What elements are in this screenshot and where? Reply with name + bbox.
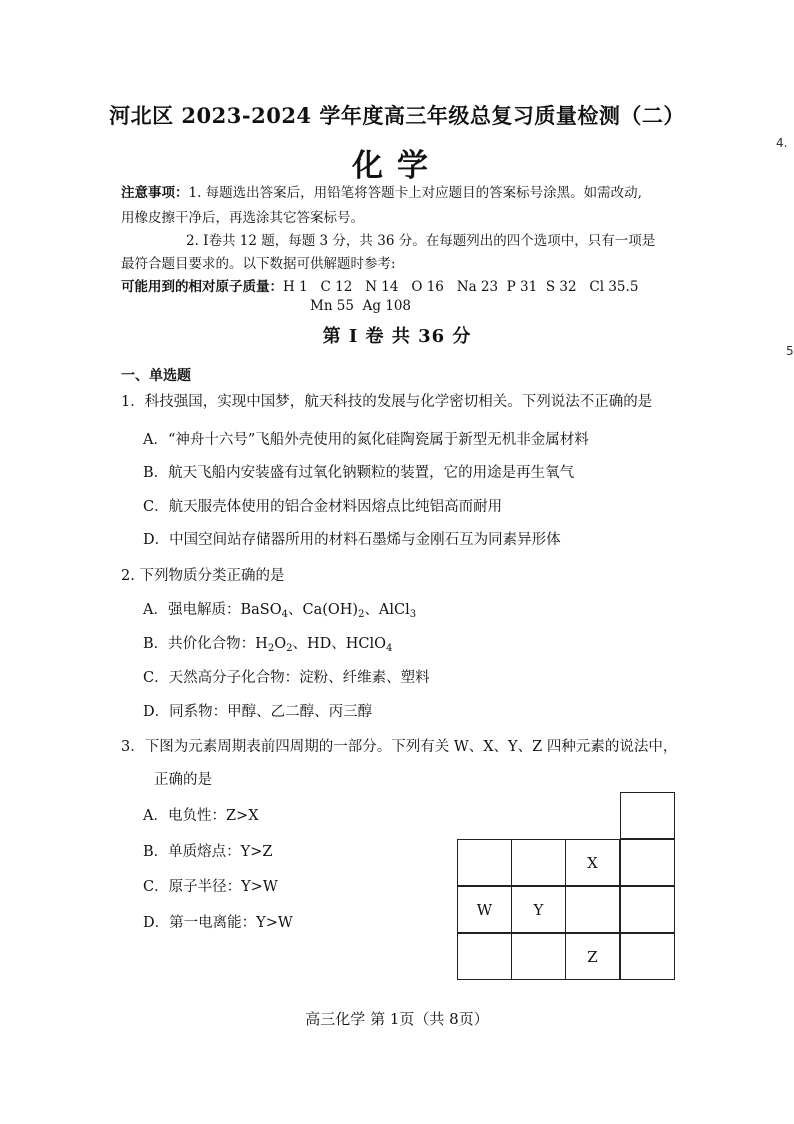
q2-b-sub-1: 2 — [267, 643, 275, 654]
margin-mark-mid: 5 — [786, 344, 794, 358]
q2-option-a — [143, 598, 416, 619]
table-cell-r1-c0 — [457, 839, 512, 886]
notes-item1-line2: 用橡皮擦干净后，再选涂其它答案标号。 — [121, 210, 364, 226]
notes-item1-line1: 1. 每题选出答案后，用铅笔将答题卡上对应题目的答案标号涂黑。如需改动, — [188, 185, 642, 201]
q1-option-a: A．“神舟十六号”飞船外壳使用的氮化硅陶瓷属于新型无机非金属材料 — [143, 432, 589, 448]
q2-a-sub-2: 2 — [358, 609, 365, 620]
q1-option-b: B．航天飞船内安装盛有过氧化钠颗粒的装置，它的用途是再生氧气 — [143, 465, 575, 481]
q2-a-text-2: 、Ca(OH) — [287, 602, 359, 618]
notes-label: 注意事项： — [121, 185, 189, 201]
atomic-masses-line-2: Mn 55 Ag 108 — [310, 298, 412, 314]
table-cell-r3-c1 — [511, 933, 566, 980]
subject-title: 化学 — [352, 148, 442, 184]
notes-item2-line1: 2. Ⅰ卷共 12 题，每题 3 分，共 36 分。在每题列出的四个选项中，只有一项是 — [186, 233, 656, 249]
q3-option-b: B．单质熔点：Y>Z — [143, 844, 273, 860]
page-footer: 高三化学 第 1页（共 8页） — [305, 1010, 489, 1028]
q1-option-c: C．航天服壳体使用的铝合金材料因熔点比纯铝高而耐用 — [143, 499, 503, 515]
q3-option-c: C．原子半径：Y>W — [143, 879, 278, 895]
q2-b-sub-3: 4 — [386, 643, 393, 654]
table-cell-r1-c3 — [620, 839, 675, 886]
question-type-heading: 一、单选题 — [121, 368, 191, 384]
table-cell-r2-c1: Y — [511, 886, 566, 933]
margin-mark-top: 4. — [776, 136, 788, 150]
q2-b-text-1: B．共价化合物：H — [143, 636, 268, 652]
atomic-masses-values: H 1 C 12 N 14 O 16 Na 23 P 31 S 32 Cl 35.5 — [283, 279, 639, 295]
table-cell-r3-c3 — [620, 933, 675, 980]
q2-b-sub-2: 2 — [286, 643, 293, 654]
table-cell-r1-c1 — [511, 839, 566, 886]
q1-stem: 1．科技强国，实现中国梦，航天科技的发展与化学密切相关。下列说法不正确的是 — [121, 394, 653, 410]
q1-option-d: D．中国空间站存储器所用的材料石墨烯与金刚石互为同素异形体 — [143, 532, 561, 548]
q2-a-sub-3: 3 — [409, 609, 417, 620]
q3-stem-line-1: 3．下图为元素周期表前四周期的一部分。下列有关 W、X、Y、Z 四种元素的说法中， — [121, 739, 678, 755]
q2-option-b — [143, 632, 392, 653]
q2-a-text-1: A．强电解质：BaSO — [143, 602, 282, 618]
table-cell-r2-c2 — [565, 886, 620, 933]
exam-title: 河北区 2023-2024 学年度高三年级总复习质量检测（二） — [109, 103, 685, 128]
atomic-masses-line-1 — [121, 275, 638, 295]
atomic-masses-label: 可能用到的相对原子质量： — [121, 279, 283, 295]
table-cell-r2-c0: W — [457, 886, 512, 933]
q2-b-text-3: 、HD、HClO — [292, 636, 386, 652]
table-cell-r3-c0 — [457, 933, 512, 980]
section-title: 第 I 卷 共 36 分 — [322, 326, 472, 347]
q2-a-sub-1: 4 — [281, 609, 288, 620]
q3-option-a: A．电负性：Z>X — [143, 808, 259, 824]
q2-option-d: D．同系物：甲醇、乙二醇、丙三醇 — [143, 704, 373, 720]
table-cell-r3-c2: Z — [565, 933, 620, 980]
q2-a-text-3: 、AlCl — [364, 602, 410, 618]
table-cell-r1-c2: X — [565, 839, 620, 886]
q2-b-text-2: O — [274, 636, 287, 652]
q2-stem: 2. 下列物质分类正确的是 — [121, 568, 285, 584]
notes-line-1 — [121, 181, 642, 201]
q3-stem-line-2: 正确的是 — [154, 772, 212, 788]
notes-item2-line2: 最符合题目要求的。以下数据可供解题时参考: — [121, 256, 396, 272]
q2-option-c: C．天然高分子化合物：淀粉、纤维素、塑料 — [143, 670, 430, 686]
q3-option-d: D．第一电离能：Y>W — [143, 915, 293, 931]
table-cell-r2-c3 — [620, 886, 675, 933]
table-cell-r0-c3 — [620, 792, 675, 839]
